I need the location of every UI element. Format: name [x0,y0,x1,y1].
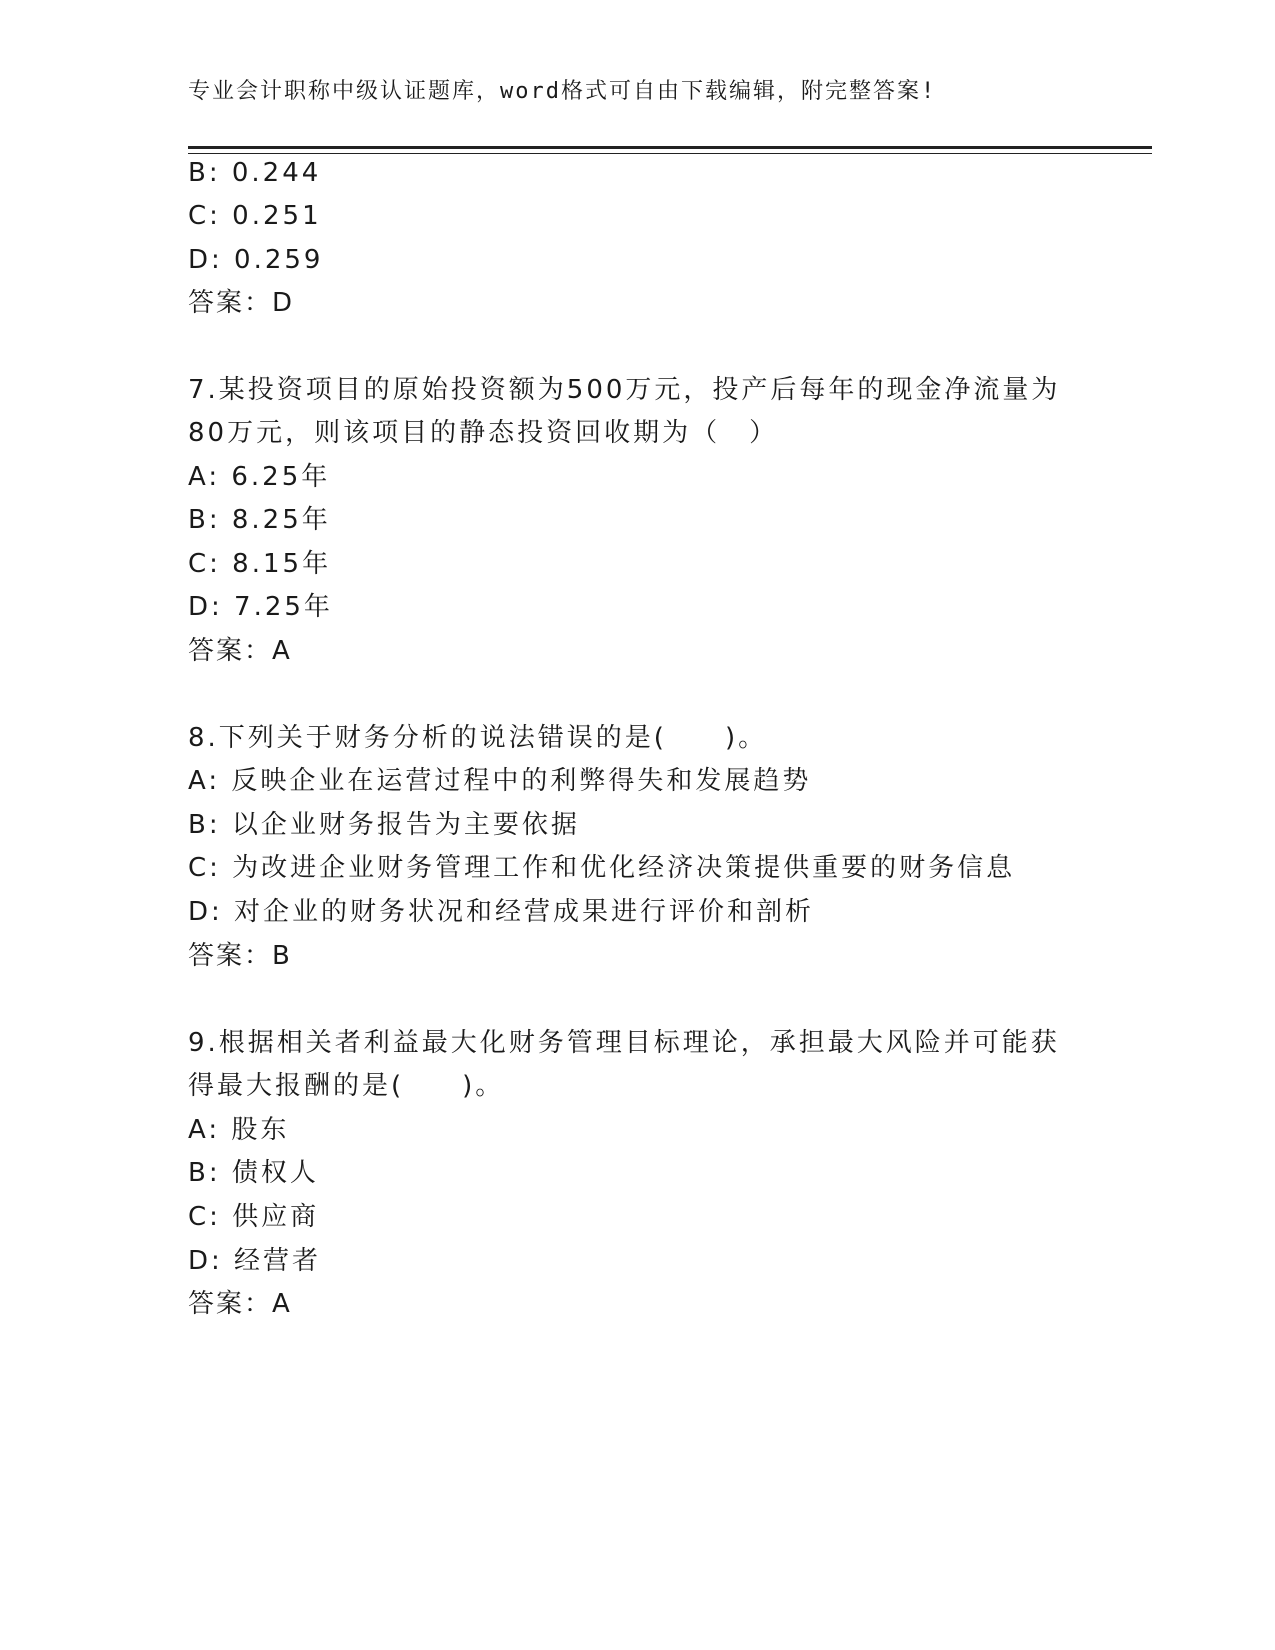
option-line: C: 供应商 [188,1202,320,1232]
header-rule-thin [188,153,1152,154]
option-line: A: 股东 [188,1115,290,1145]
answer-line: 答案：B [188,941,292,971]
question-stem: 80万元，则该项目的静态投资回收期为（ ） [188,418,779,448]
option-line: B: 债权人 [188,1158,319,1188]
option-line: D: 0.259 [188,245,324,275]
answer-line: 答案：A [188,636,292,666]
answer-line: 答案：A [188,1289,292,1319]
option-line: D: 7.25年 [188,592,333,622]
page-header: 专业会计职称中级认证题库，word格式可自由下载编辑，附完整答案! [188,79,937,104]
option-line: B: 8.25年 [188,505,331,535]
question-stem: 7.某投资项目的原始投资额为500万元，投产后每年的现金净流量为 [188,375,1061,405]
question-stem: 9.根据相关者利益最大化财务管理目标理论，承担最大风险并可能获 [188,1028,1060,1058]
header-rule-thick [188,146,1152,149]
question-stem: 8.下列关于财务分析的说法错误的是( )。 [188,723,768,753]
option-line: D: 经营者 [188,1246,322,1276]
option-line: B: 0.244 [188,158,322,188]
question-stem: 得最大报酬的是( )。 [188,1071,505,1101]
option-line: A: 反映企业在运营过程中的利弊得失和发展趋势 [188,766,812,796]
option-line: C: 0.251 [188,201,322,231]
option-line: A: 6.25年 [188,462,331,492]
option-line: C: 8.15年 [188,549,332,579]
option-line: B: 以企业财务报告为主要依据 [188,810,580,840]
answer-line: 答案：D [188,288,295,318]
option-line: C: 为改进企业财务管理工作和优化经济决策提供重要的财务信息 [188,853,1016,883]
option-line: D: 对企业的财务状况和经营成果进行评价和剖析 [188,897,815,927]
